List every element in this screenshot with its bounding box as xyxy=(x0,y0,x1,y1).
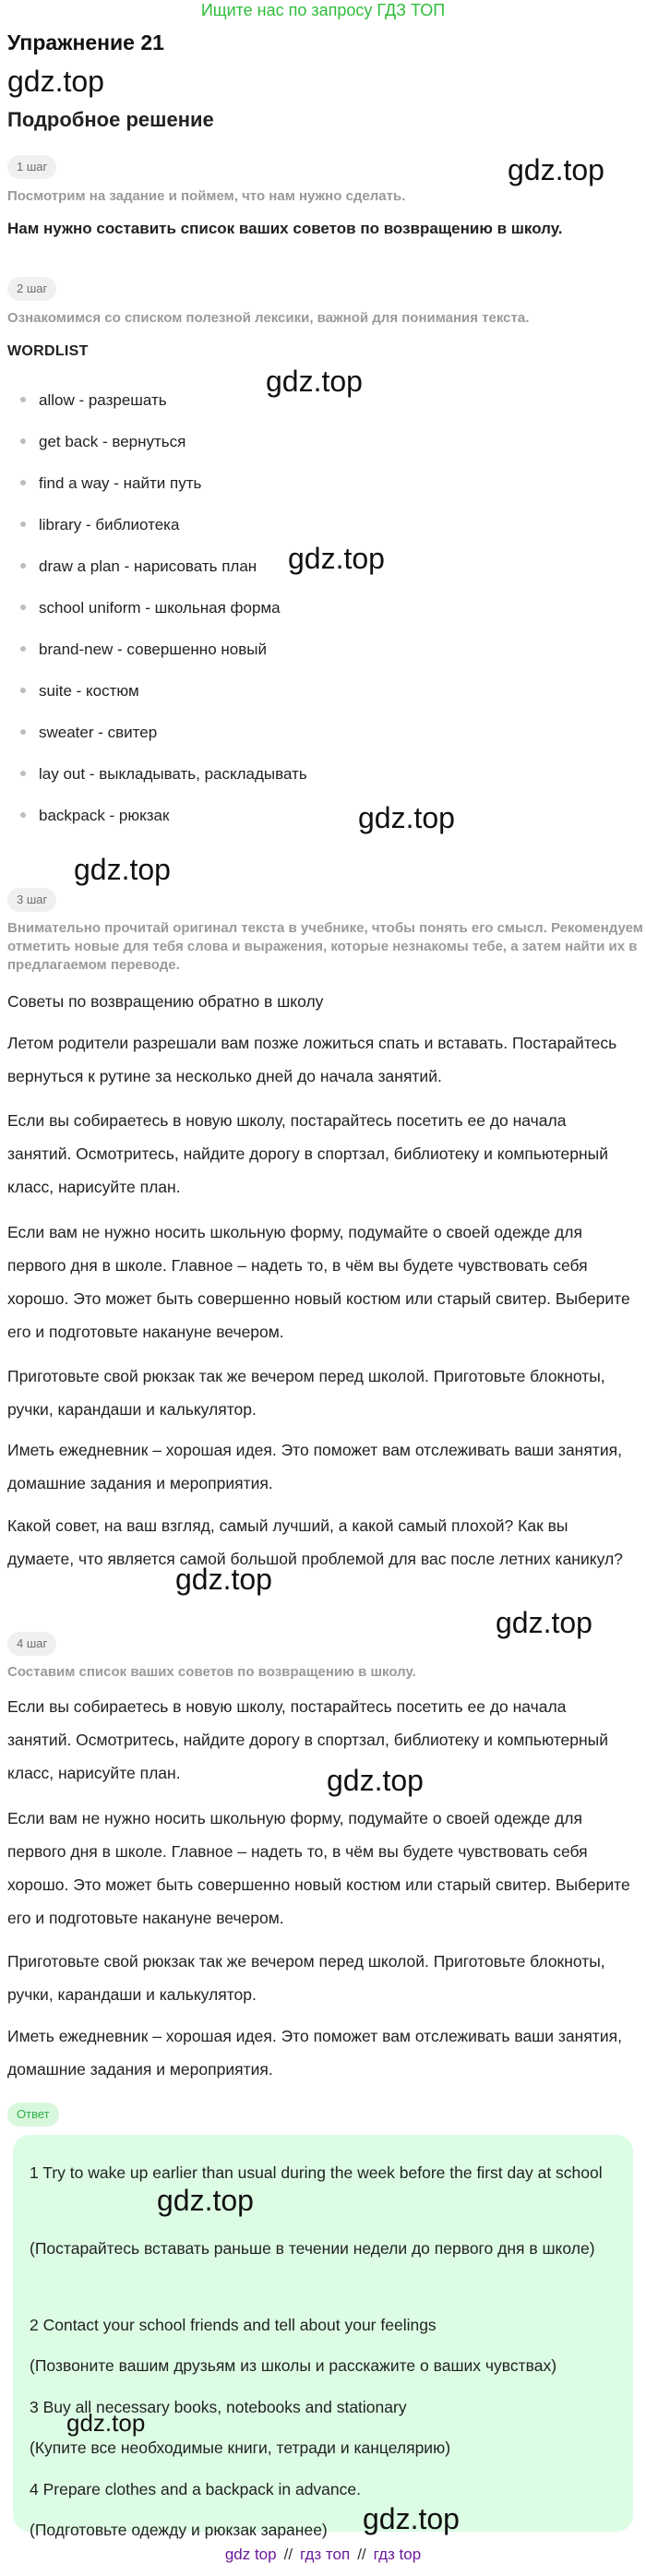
wordlist-item: sweater - свитер xyxy=(20,724,157,742)
watermark: gdz.top xyxy=(74,853,171,886)
watermark: gdz.top xyxy=(175,1563,272,1596)
footer-links xyxy=(0,2546,646,2564)
text-heading: Советы по возвращению обратно в школу xyxy=(7,992,324,1011)
step-2-badge: 2 шаг xyxy=(7,277,56,301)
wordlist-item: suite - костюм xyxy=(20,682,139,701)
answer-translation: (Позвоните вашим друзьям из школы и расскажите о ваших чувствах) xyxy=(30,2356,557,2375)
watermark: gdz.top xyxy=(66,2409,146,2437)
text-paragraph: Если вы собираетесь в новую школу, постарайтесь посетить ее до начала занятий. Осмотритесь, найдите дорогу в спортзал, библиотеку и компьютерный класс, нарисуйте план. xyxy=(7,1111,609,1196)
text-paragraph: Иметь ежедневник – хорошая идея. Это поможет вам отслеживать ваши занятия, домашние задания и мероприятия. xyxy=(7,1441,622,1492)
watermark: gdz.top xyxy=(288,542,385,575)
advice-paragraph: Приготовьте свой рюкзак так же вечером перед школой. Приготовьте блокноты, ручки, карандаши и калькулятор. xyxy=(7,1952,605,2004)
text-paragraph: Приготовьте свой рюкзак так же вечером перед школой. Приготовьте блокноты, ручки, карандаши и калькулятор. xyxy=(7,1367,605,1419)
answer-line: 2 Contact your school friends and tell about your feelings xyxy=(30,2316,437,2334)
answer-line: 3 Buy all necessary books, notebooks and stationary xyxy=(30,2398,407,2416)
wordlist-heading: WORDLIST xyxy=(7,343,89,359)
top-search-banner[interactable]: Ищите нас по запросу ГДЗ ТОП xyxy=(200,1,446,19)
step-3-hint: Внимательно прочитай оригинал текста в учебнике, чтобы понять его смысл. Рекомендуем отметить новые для тебя слова и выражения, которые незнакомы тебе, а затем найти их в предлагаемом переводе. xyxy=(7,920,643,973)
advice-paragraph: Если вам не нужно носить школьную форму, подумайте о своей одежде для первого дня в школе. Главное – надеть то, в чём вы будете чувствовать себя хорошо. Это может быть совершенно новый костюм или старый свитер. Выберите его и подготовьте накануне вечером. xyxy=(7,1809,630,1927)
step-2-hint: Ознакомимся со списком полезной лексики, важной для понимания текста. xyxy=(7,310,530,326)
answer-line: 4 Prepare clothes and a backpack in advance. xyxy=(30,2480,361,2498)
watermark: gdz.top xyxy=(327,1764,424,1797)
solution-subtitle: Подробное решение xyxy=(7,108,214,131)
footer-link[interactable]: gdz top xyxy=(224,2546,277,2563)
step-3-badge: 3 шаг xyxy=(7,888,56,912)
exercise-title: Упражнение 21 xyxy=(7,30,164,54)
answer-translation: (Купите все необходимые книги, тетради и канцелярию) xyxy=(30,2438,451,2457)
step-1-hint: Посмотрим на задание и поймем, что нам нужно сделать. xyxy=(7,188,406,204)
wordlist-item: brand-new - совершенно новый xyxy=(20,641,267,659)
wordlist-item: draw a plan - нарисовать план xyxy=(20,557,257,576)
watermark: gdz.top xyxy=(363,2502,460,2535)
footer-link[interactable]: гдз топ xyxy=(300,2546,351,2563)
text-paragraph: Какой совет, на ваш взгляд, самый лучший, а какой самый плохой? Как вы думаете, что является самой большой проблемой для вас после летних каникул? xyxy=(7,1516,623,1568)
wordlist-item: lay out - выкладывать, раскладывать xyxy=(20,765,307,784)
step-1-text: Нам нужно составить список ваших советов по возвращению в школу. xyxy=(7,220,563,237)
footer-link[interactable]: гдз top xyxy=(373,2546,422,2563)
answer-badge: Ответ xyxy=(7,2103,59,2127)
wordlist-item: get back - вернуться xyxy=(20,433,185,451)
watermark: gdz.top xyxy=(157,2184,254,2217)
answer-translation: (Постарайтесь вставать раньше в течении недели до первого дня в школе) xyxy=(30,2239,595,2258)
watermark: gdz.top xyxy=(496,1606,592,1639)
text-paragraph: Если вам не нужно носить школьную форму, подумайте о своей одежде для первого дня в школе. Главное – надеть то, в чём вы будете чувствовать себя хорошо. Это может быть совершенно новый костюм или старый свитер. Выберите его и подготовьте накануне вечером. xyxy=(7,1223,630,1341)
advice-paragraph: Иметь ежедневник – хорошая идея. Это поможет вам отслеживать ваши занятия, домашние задания и мероприятия. xyxy=(7,2027,622,2079)
answer-translation: (Подготовьте одежду и рюкзак заранее) xyxy=(30,2521,328,2539)
advice-paragraph: Если вы собираетесь в новую школу, постарайтесь посетить ее до начала занятий. Осмотритесь, найдите дорогу в спортзал, библиотеку и компьютерный класс, нарисуйте план. xyxy=(7,1697,609,1782)
step-4-badge: 4 шаг xyxy=(7,1632,56,1656)
wordlist-item: find a way - найти путь xyxy=(20,474,201,493)
footer-separator: // xyxy=(283,2546,293,2563)
watermark: gdz.top xyxy=(508,153,604,186)
answer-line: 1 Try to wake up earlier than usual during the week before the first day at school xyxy=(30,2163,603,2182)
wordlist-item: library - библиотека xyxy=(20,516,179,534)
watermark: gdz.top xyxy=(266,365,363,398)
watermark: gdz.top xyxy=(358,801,455,834)
text-paragraph: Летом родители разрешали вам позже ложиться спать и вставать. Постарайтесь вернуться к рутине за несколько дней до начала занятий. xyxy=(7,1034,617,1085)
wordlist-item: allow - разрешать xyxy=(20,391,167,410)
wordlist-item: backpack - рюкзак xyxy=(20,807,169,825)
step-1-badge: 1 шаг xyxy=(7,155,56,179)
site-title: gdz.top xyxy=(7,65,104,98)
wordlist-item: school uniform - школьная форма xyxy=(20,599,281,617)
footer-separator: // xyxy=(357,2546,366,2563)
step-4-hint: Составим список ваших советов по возвращению в школу. xyxy=(7,1664,416,1680)
